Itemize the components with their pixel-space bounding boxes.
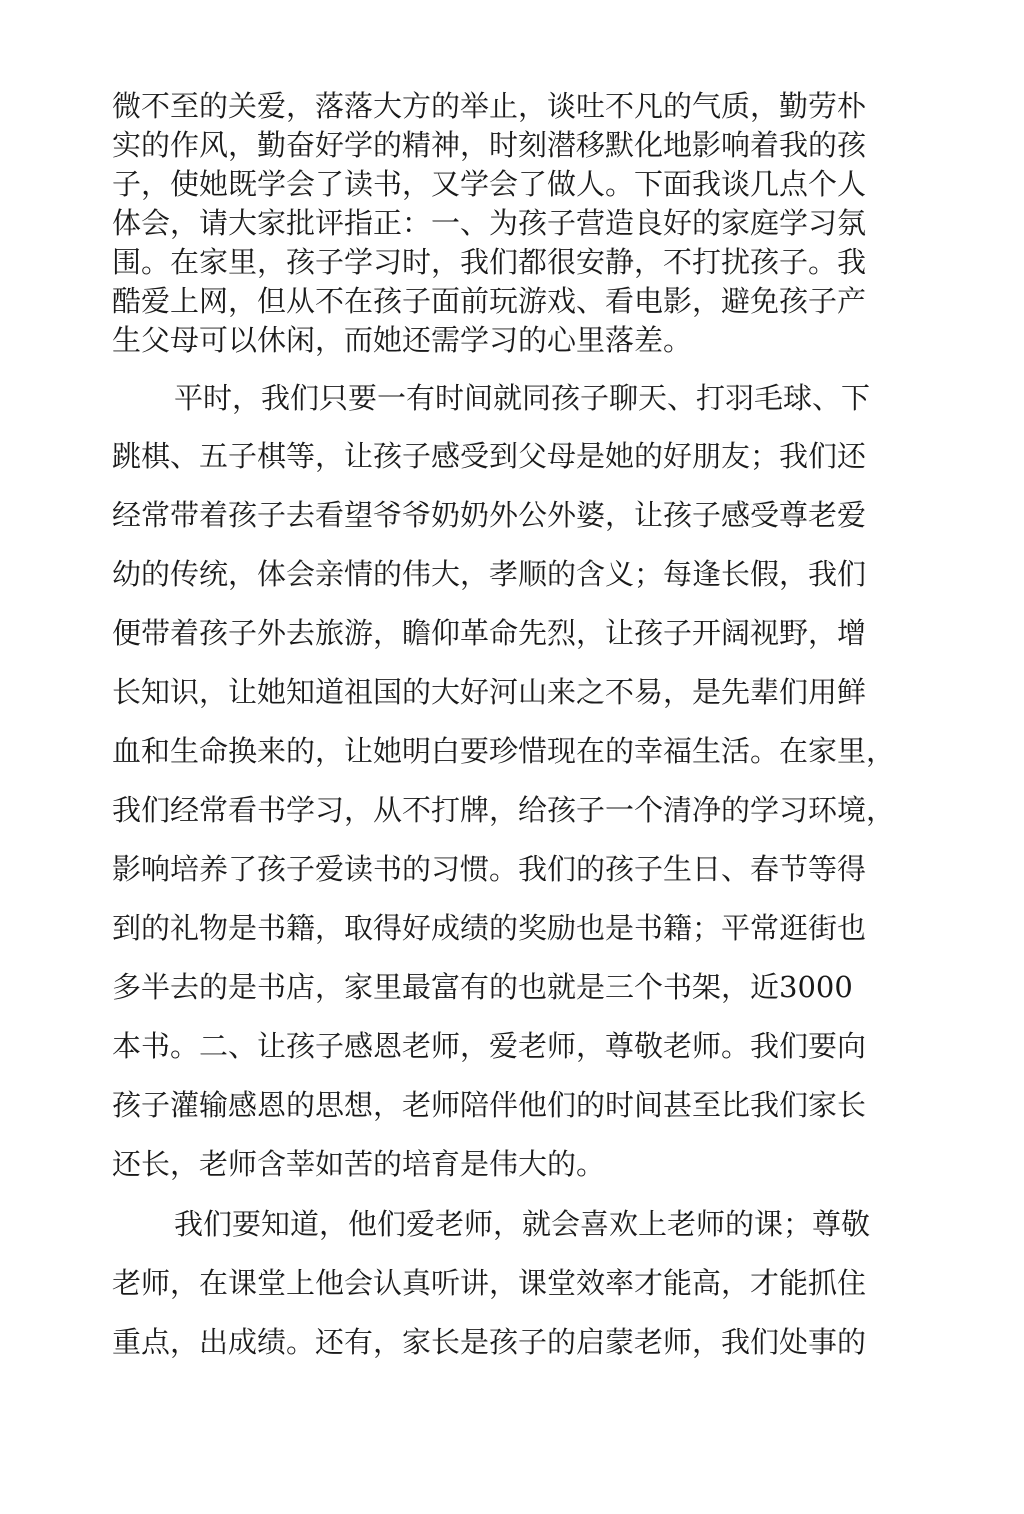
text-line: 重点，出成绩。还有，家长是孩子的启蒙老师，我们处事的 [112,1325,867,1359]
text-line: 孩子灌输感恩的思想，老师陪伴他们的时间甚至比我们家长 [112,1088,867,1122]
text-line: 我们要知道，他们爱老师，就会喜欢上老师的课；尊敬 [174,1207,871,1241]
text-line: 跳棋、五子棋等，让孩子感受到父母是她的好朋友；我们还 [112,439,867,473]
text-line: 血和生命换来的，让她明白要珍惜现在的幸福生活。在家里， [112,734,896,768]
text-line: 影响培养了孩子爱读书的习惯。我们的孩子生日、春节等得 [112,852,867,886]
text-line: 平时，我们只要一有时间就同孩子聊天、打羽毛球、下 [174,381,871,415]
text-line: 到的礼物是书籍，取得好成绩的奖励也是书籍；平常逛街也 [112,911,867,945]
text-line: 老师，在课堂上他会认真听讲，课堂效率才能高，才能抓住 [112,1266,867,1300]
text-line: 体会，请大家批评指正：一、为孩子营造良好的家庭学习氛 [112,206,867,240]
text-line: 我们经常看书学习，从不打牌，给孩子一个清净的学习环境， [112,793,896,827]
text-line: 还长，老师含莘如苦的培育是伟大的。 [112,1147,606,1181]
text-line: 围。在家里，孩子学习时，我们都很安静，不打扰孩子。我 [112,245,867,279]
text-line: 酷爱上网，但从不在孩子面前玩游戏、看电影，避免孩子产 [112,284,867,318]
text-line: 经常带着孩子去看望爷爷奶奶外公外婆，让孩子感受尊老爱 [112,498,867,532]
text-line: 子，使她既学会了读书，又学会了做人。下面我谈几点个人 [112,167,867,201]
text-line: 微不至的关爱，落落大方的举止，谈吐不凡的气质，勤劳朴 [112,89,867,123]
text-line: 多半去的是书店，家里最富有的也就是三个书架，近3000 [112,970,853,1004]
text-line: 幼的传统，体会亲情的伟大，孝顺的含义；每逢长假，我们 [112,557,867,591]
text-line: 长知识，让她知道祖国的大好河山来之不易，是先辈们用鲜 [112,675,867,709]
text-line: 生父母可以休闲，而她还需学习的心里落差。 [112,323,693,357]
text-line: 实的作风，勤奋好学的精神，时刻潜移默化地影响着我的孩 [112,128,867,162]
text-line: 本书。二、让孩子感恩老师，爱老师，尊敬老师。我们要向 [112,1029,867,1063]
text-line: 便带着孩子外去旅游，瞻仰革命先烈，让孩子开阔视野，增 [112,616,867,650]
